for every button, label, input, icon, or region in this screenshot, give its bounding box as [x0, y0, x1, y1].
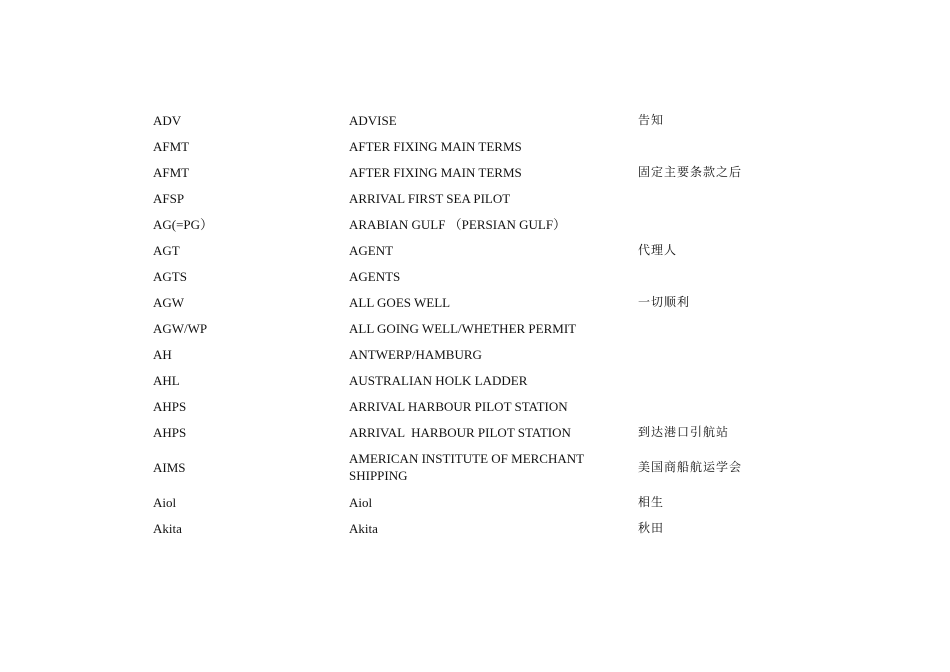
abbreviation-cell: AHL: [153, 372, 180, 388]
abbreviation-cell: AIMS: [153, 459, 186, 475]
table-row: [147, 159, 832, 185]
chinese-meaning-cell: [632, 211, 832, 237]
full-term-cell: Aiol: [349, 494, 373, 510]
abbreviation-cell: AFMT: [153, 164, 190, 180]
chinese-meaning-cell: [632, 263, 832, 289]
table-row: [147, 133, 832, 159]
table-row: [147, 185, 832, 211]
table-row: [147, 211, 832, 237]
table-row: [147, 289, 832, 315]
table-row: [147, 315, 832, 341]
abbreviation-cell: AG(=PG）: [153, 216, 214, 232]
chinese-meaning-cell: 代理人: [638, 242, 678, 257]
table-row: [147, 419, 832, 445]
abbreviation-cell: Aiol: [153, 494, 177, 510]
abbreviation-cell: AGTS: [153, 268, 187, 284]
abbreviation-cell: AH: [153, 346, 172, 362]
full-term-cell: AFTER FIXING MAIN TERMS: [349, 138, 522, 154]
full-term-cell: ADVISE: [349, 112, 397, 128]
chinese-meaning-cell: 一切顺利: [638, 294, 691, 309]
abbreviation-cell: AGT: [153, 242, 180, 258]
table-row: [147, 263, 832, 289]
full-term-cell: AUSTRALIAN HOLK LADDER: [349, 372, 528, 388]
abbreviation-cell: AHPS: [153, 424, 187, 440]
full-term-cell: ARABIAN GULF （PERSIAN GULF）: [349, 216, 567, 232]
table-row: [147, 393, 832, 419]
full-term-cell: AFTER FIXING MAIN TERMS: [349, 164, 522, 180]
table-row: [147, 237, 832, 263]
chinese-meaning-cell: [632, 185, 832, 211]
chinese-meaning-cell: 告知: [638, 112, 665, 127]
full-term-cell: ARRIVAL HARBOUR PILOT STATION: [349, 398, 568, 414]
chinese-meaning-cell: [632, 367, 832, 393]
chinese-meaning-cell: 固定主要条款之后: [638, 164, 743, 179]
chinese-meaning-cell: 秋田: [638, 520, 665, 535]
chinese-meaning-cell: [632, 315, 832, 341]
full-term-cell: ANTWERP/HAMBURG: [349, 346, 482, 362]
abbreviation-cell: AFSP: [153, 190, 185, 206]
table-row: [147, 107, 832, 133]
full-term-cell: ALL GOES WELL: [349, 294, 451, 310]
chinese-meaning-cell: [632, 393, 832, 419]
full-term-cell: AGENTS: [349, 268, 401, 284]
full-term-cell: ALL GOING WELL/WHETHER PERMIT: [349, 320, 577, 336]
abbreviation-table: [147, 107, 832, 541]
table-row: [147, 367, 832, 393]
abbreviation-cell: AFMT: [153, 138, 190, 154]
full-term-cell: AMERICAN INSTITUTE OF MERCHANT SHIPPING: [349, 451, 584, 483]
full-term-cell: ARRIVAL HARBOUR PILOT STATION: [349, 424, 571, 440]
abbreviation-cell: AHPS: [153, 398, 187, 414]
full-term-cell: Akita: [349, 520, 378, 536]
table-row: [147, 341, 832, 367]
chinese-meaning-cell: 相生: [638, 494, 665, 509]
table-row: [147, 489, 832, 515]
full-term-cell: ARRIVAL FIRST SEA PILOT: [349, 190, 511, 206]
table-row: [147, 445, 832, 489]
abbreviation-cell: AGW/WP: [153, 320, 208, 336]
abbreviation-cell: AGW: [153, 294, 185, 310]
chinese-meaning-cell: 到达港口引航站: [638, 424, 730, 439]
table-row: [147, 515, 832, 541]
chinese-meaning-cell: [632, 133, 832, 159]
chinese-meaning-cell: [632, 341, 832, 367]
abbreviation-cell: ADV: [153, 112, 182, 128]
full-term-cell: AGENT: [349, 242, 394, 258]
abbreviation-cell: Akita: [153, 520, 182, 536]
chinese-meaning-cell: 美国商船航运学会: [638, 459, 743, 474]
